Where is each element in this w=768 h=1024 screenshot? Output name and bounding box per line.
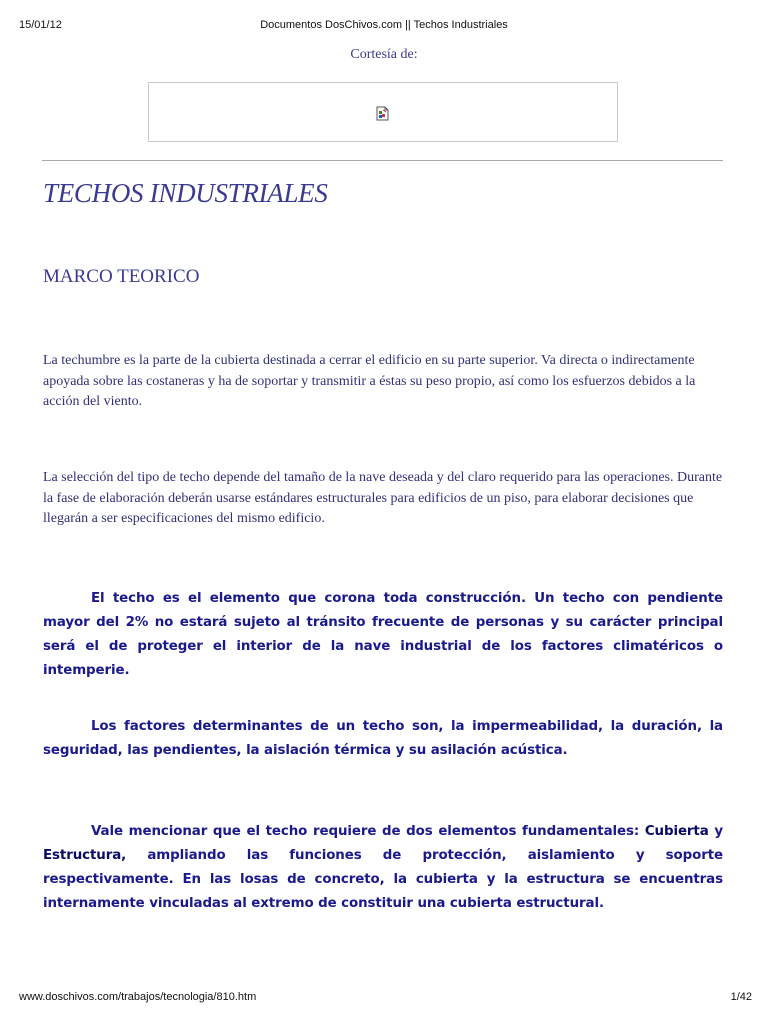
paragraph-factores: Los factores determinantes de un techo son, la impermeabilidad, la duración, la seguridad, las pendientes, la aislación térmica y su asilación acústica.: [43, 719, 723, 758]
term-cubierta: Cubierta: [644, 824, 709, 839]
print-url: www.doschivos.com/trabajos/tecnologia/810.htm: [19, 991, 257, 1003]
sponsor-image-box[interactable]: [148, 82, 618, 142]
broken-image-icon: [376, 106, 390, 121]
paragraph-techo-elemento: El techo es el elemento que corona toda construcción. Un techo con pendiente mayor del 2% no estará sujeto al tránsito frecuente de personas y su carácter principal será el de proteger el interior de la nave industrial de los factores climatéricos o intemperie.: [43, 591, 723, 678]
horizontal-rule: [42, 160, 723, 161]
paragraph-seleccion: La selección del tipo de techo depende del tamaño de la nave deseada y del claro requerido para las operaciones. Durante la fase de elaboración deberán usarse estándares estructurales para edificios de un piso, para elaborar decisiones que llegarán a ser especificaciones del mismo edificio.: [43, 470, 723, 526]
page-number: 1/42: [730, 991, 752, 1003]
term-estructura: Estructura,: [43, 848, 127, 863]
p5-text-after: ampliando las funciones de protección, aislamiento y soporte respectivamente. En las losas de concreto, la cubierta y la estructura se encuentras internamente vinculadas al extremo de constituir una cubierta estructural.: [43, 848, 723, 911]
section-heading: MARCO TEORICO: [43, 266, 200, 287]
p5-text-before: Vale mencionar que el techo requiere de dos elementos fundamentales:: [91, 824, 645, 839]
paragraph-elementos: [43, 820, 723, 916]
paragraph-techumbre: La techumbre es la parte de la cubierta destinada a cerrar el edificio en su parte superior. Va directa o indirectamente apoyada sobre las costaneras y ha de soportar y transmitir a éstas su peso propio, así como los esfuerzos debidos a la acción del viento.: [43, 353, 696, 409]
print-date: 15/01/12: [19, 19, 62, 31]
p5-text-between: y: [708, 824, 723, 839]
print-page-title: Documentos DosChivos.com || Techos Industriales: [260, 19, 508, 31]
document-title: TECHOS INDUSTRIALES: [43, 178, 328, 208]
courtesy-label: Cortesía de:: [350, 47, 418, 62]
